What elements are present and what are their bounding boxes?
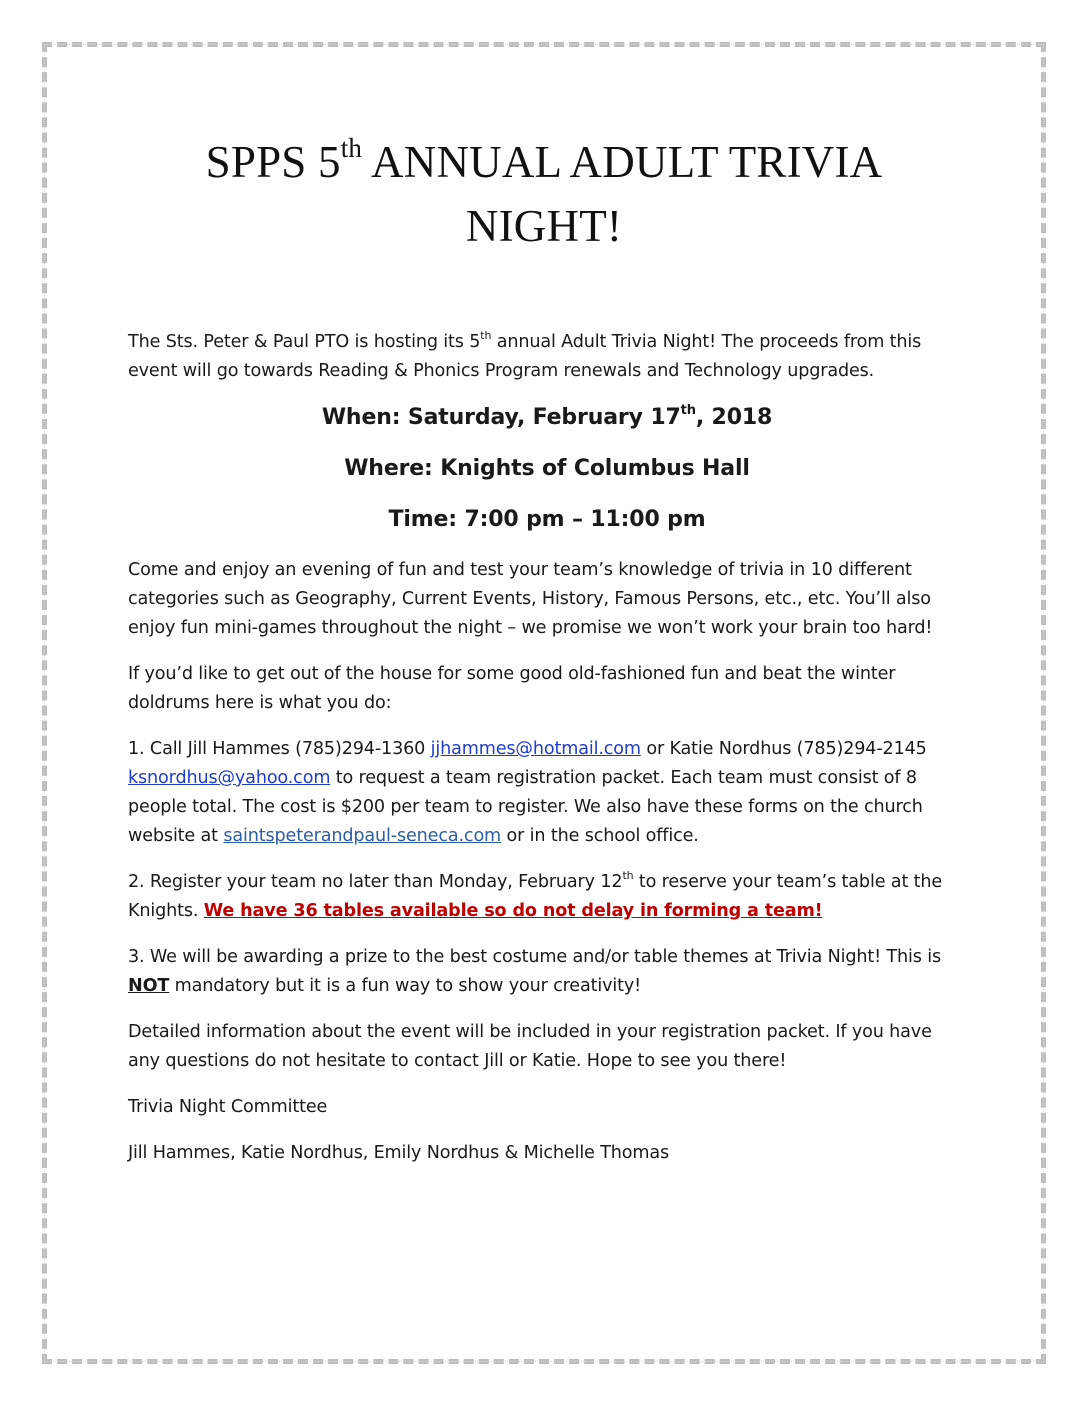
intro-pre: The Sts. Peter & Paul PTO is hosting its 5 (128, 332, 481, 352)
when-pre: When: Saturday, February 17 (321, 405, 681, 430)
when-post: , 2018 (695, 405, 773, 430)
title-superscript: th (340, 133, 363, 163)
intro-superscript: th (480, 329, 492, 342)
title-line1-pre: SPPS 5 (205, 137, 341, 187)
lead-in-paragraph: If you’d like to get out of the house for some good old-fashioned fun and beat the winter doldrums here is what you do: (128, 664, 896, 713)
event-where: Where: Knights of Columbus Hall (344, 456, 750, 481)
step2-pre: 2. Register your team no later than Monday, February 12 (128, 872, 623, 892)
flyer-body (128, 328, 966, 1185)
step-1-paragraph (128, 735, 966, 851)
when-superscript: th (680, 403, 696, 418)
title-line1-post: ANNUAL ADULT TRIVIA (362, 137, 883, 187)
intro-post: annual Adult Trivia Night! The proceeds from this event will go towards Reading & Phonics Program renewals and Technology upgrades. (128, 332, 922, 381)
event-when (128, 403, 966, 433)
step1-end: or in the school office. (501, 826, 699, 846)
description-paragraph: Come and enjoy an evening of fun and test your team’s knowledge of trivia in 10 different categories such as Geography, Current Events, History, Famous Persons, etc., etc. You’ll also enjoy fun mini-games throughout the night – we promise we won’t work your brain too hard! (128, 560, 933, 638)
title-line2: NIGHT! (465, 201, 623, 251)
step1-post: to request a team registration packet. Each team must consist of 8 people total. The cost is $200 per team to register. We also have these forms on the church website at (128, 768, 923, 846)
step-2-paragraph (128, 868, 966, 926)
committee-members: Jill Hammes, Katie Nordhus, Emily Nordhus & Michelle Thomas (128, 1143, 670, 1163)
step2-superscript: th (622, 869, 634, 882)
not-emphasis: NOT (128, 976, 170, 996)
step1-pre: 1. Call Jill Hammes (785)294-1360 (128, 739, 431, 759)
step1-mid: or Katie Nordhus (785)294-2145 (640, 739, 927, 759)
committee-title: Trivia Night Committee (128, 1097, 328, 1117)
intro-paragraph (128, 328, 966, 386)
page-title (100, 130, 988, 258)
tables-available-alert: We have 36 tables available so do not delay in forming a team! (203, 901, 823, 921)
step3-pre: 3. We will be awarding a prize to the best costume and/or table themes at Trivia Night! This is (128, 947, 941, 967)
jill-email-link[interactable]: jjhammes@hotmail.com (430, 739, 641, 759)
katie-email-link[interactable]: ksnordhus@yahoo.com (128, 768, 331, 788)
step-3-paragraph (128, 943, 966, 1001)
step2-mid: to reserve your team’s table at the Knights. (128, 872, 943, 921)
church-website-link[interactable]: saintspeterandpaul-seneca.com (223, 826, 502, 846)
closing-paragraph: Detailed information about the event will be included in your registration packet. If you have any questions do not hesitate to contact Jill or Katie. Hope to see you there! (128, 1022, 932, 1071)
event-time: Time: 7:00 pm – 11:00 pm (388, 507, 706, 532)
step3-post: mandatory but it is a fun way to show your creativity! (169, 976, 642, 996)
